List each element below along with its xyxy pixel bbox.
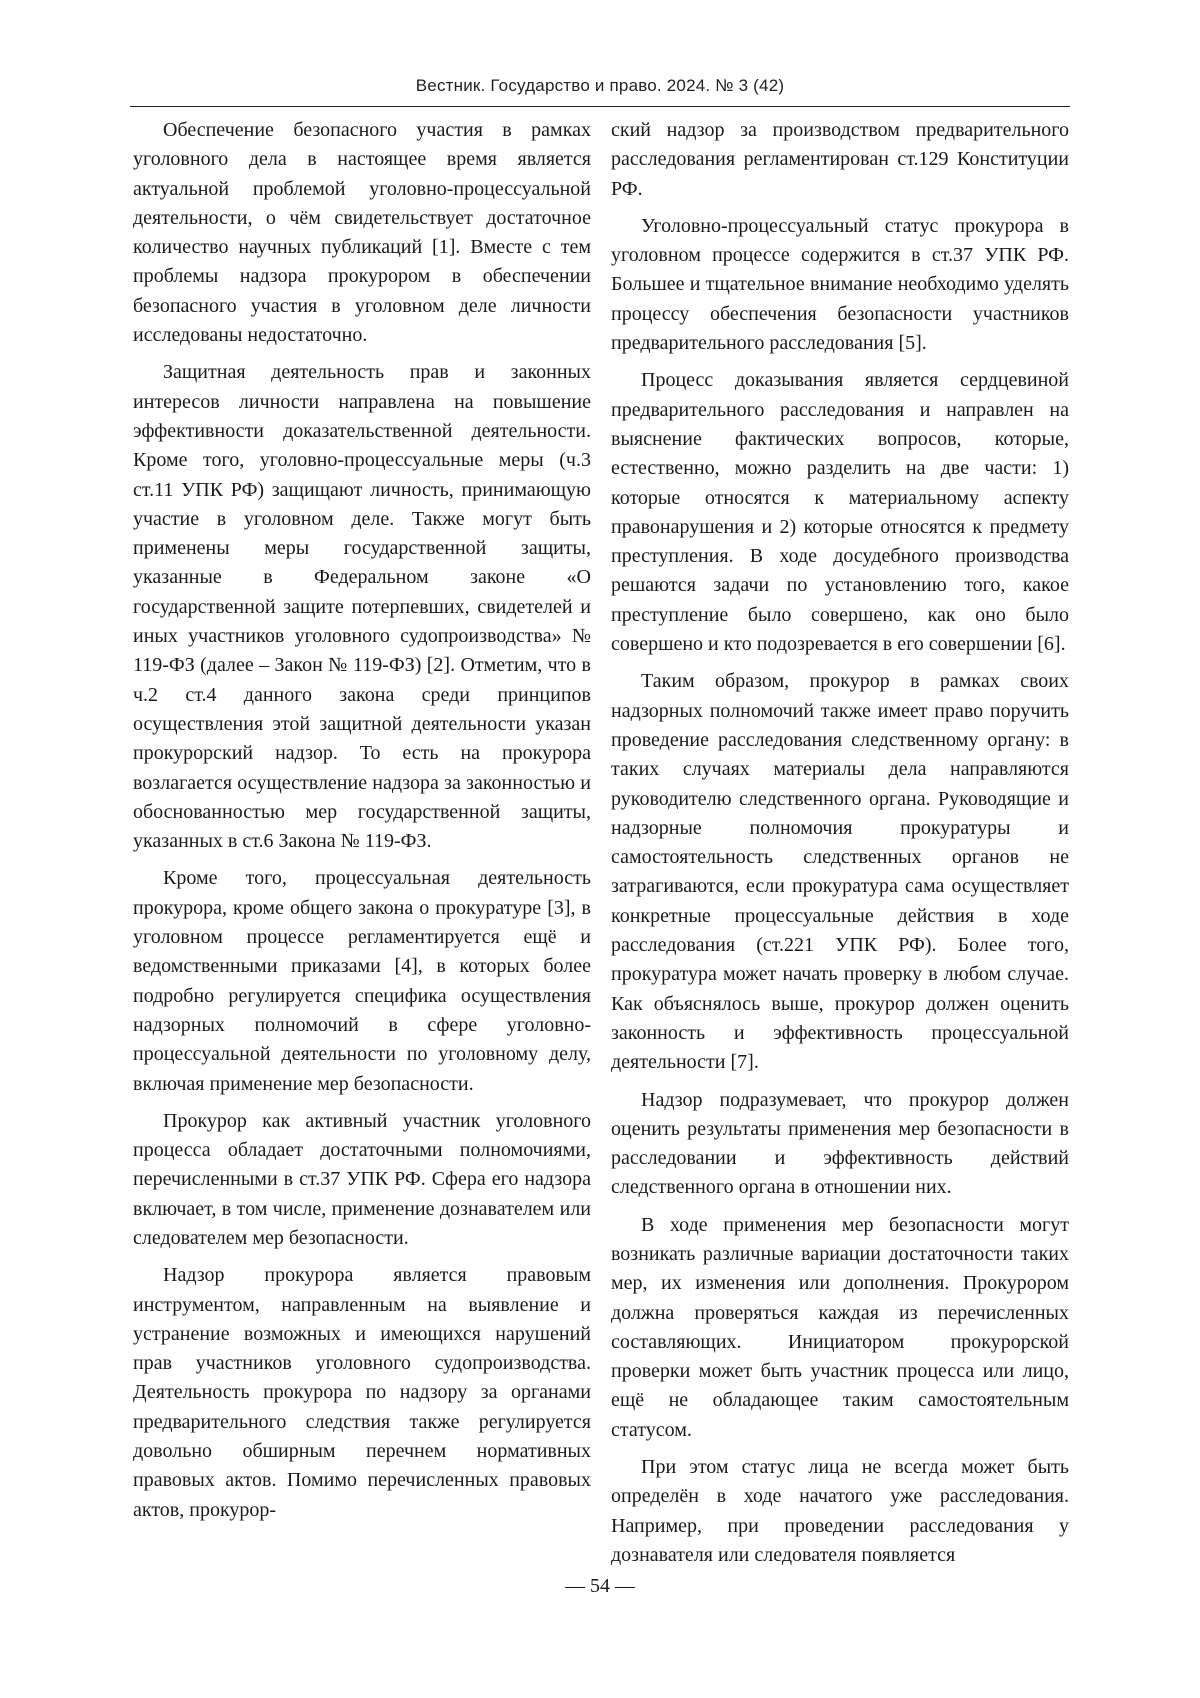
- paragraph: Защитная деятельность прав и законных интересов личности направлена на повышение эффективности доказательственной деятельности. Кроме того, уголовно-процессуальные меры (ч.3 ст.11 УПК РФ) защищают личность, принимающую участие в уголовном деле. Также могут быть применены меры государственной защиты, указанные в Федеральном законе «О государственной защите потерпевших, свидетелей и иных участников уголовного судопроизводства» № 119-ФЗ (далее – Закон № 119-ФЗ) [2]. Отметим, что в ч.2 ст.4 данного закона среди принципов осуществления этой защитной деятельности указан прокурорский надзор. То есть на прокурора возлагается осуществление надзора за законностью и обоснованностью мер государственной защиты, указанных в ст.6 Закона № 119-ФЗ.: [133, 361, 591, 853]
- page-number: — 54 —: [565, 1575, 635, 1597]
- paragraph: Таким образом, прокурор в рамках своих надзорных полномочий также имеет право поручить проведение расследования следственному органу: в таких случаях материалы дела направляются руководителю следственного органа. Руководящие и надзорные полномочия прокуратуры и самостоятельность следственных органов не затрагиваются, если прокуратура сама осуществляет конкретные процессуальные действия в ходе расследования (ст.221 УПК РФ). Более того, прокуратура может начать проверку в любом случае. Как объяснялось выше, прокурор должен оценить законность и эффективность процессуальной деятельности [7].: [611, 670, 1069, 1074]
- left-column: [133, 116, 591, 1533]
- paragraph: При этом статус лица не всегда может быть определён в ходе начатого уже расследования. Например, при проведении расследования у дознавателя или следователя появляется: [611, 1456, 1069, 1566]
- paragraph: Надзор подразумевает, что прокурор должен оценить результаты применения мер безопасности в расследовании и эффективность действий следственного органа в отношении них.: [611, 1088, 1069, 1199]
- right-column: [611, 116, 1069, 1578]
- paragraph: Обеспечение безопасного участия в рамках уголовного дела в настоящее время является актуальной проблемой уголовно-процессуальной деятельности, о чём свидетельствует достаточное количество научных публикаций [1]. Вместе с тем проблемы надзора прокурором в обеспечении безопасного участия в уголовном деле личности исследованы недостаточно.: [133, 119, 591, 347]
- paragraph: Кроме того, процессуальная деятельность прокурора, кроме общего закона о прокуратуре [3], в уголовном процессе регламентируется ещё и ведомственными приказами [4], в которых более подробно регулируется специфика осуществления надзорных полномочий в сфере уголовно-процессуальной деятельности по уголовному делу, включая применение мер безопасности.: [133, 867, 591, 1095]
- header-rule: [130, 106, 1070, 107]
- paragraph: Надзор прокурора является правовым инструментом, направленным на выявление и устранение возможных и имеющихся нарушений прав участников уголовного судопроизводства. Деятельность прокурора по надзору за органами предварительного следствия также регулируется довольно обширным перечнем нормативных правовых актов. Помимо перечисленных правовых актов, прокурор-: [133, 1264, 591, 1521]
- paragraph-continuation: ский надзор за производством предварительного расследования регламентирован ст.129 Конституции РФ.: [611, 119, 1069, 200]
- paragraph: Уголовно-процессуальный статус прокурора в уголовном процессе содержится в ст.37 УПК РФ. Большее и тщательное внимание необходимо уделять процессу обеспечения безопасности участников предварительного расследования [5].: [611, 214, 1069, 355]
- paragraph: Прокурор как активный участник уголовного процесса обладает достаточными полномочиями, перечисленными в ст.37 УПК РФ. Сфера его надзора включает, в том числе, применение дознавателем или следователем мер безопасности.: [133, 1109, 591, 1249]
- paragraph: В ходе применения мер безопасности могут возникать различные вариации достаточности таких мер, их изменения или дополнения. Прокурором должна проверяться каждая из перечисленных составляющих. Инициатором прокурорской проверки может быть участник процесса или лицо, ещё не обладающее таким самостоятельным статусом.: [611, 1213, 1069, 1441]
- paragraph: Процесс доказывания является сердцевиной предварительного расследования и направлен на выяснение фактических вопросов, которые, естественно, можно разделить на две части: 1) которые относятся к материальному аспекту правонарушения и 2) которые относятся к предмету преступления. В ходе досудебного производства решаются задачи по установлению того, какое преступление было совершено, как оно было совершено и кто подозревается в его совершении [6].: [611, 369, 1069, 656]
- running-head: Вестник. Государство и право. 2024. № 3 (42): [415, 76, 785, 95]
